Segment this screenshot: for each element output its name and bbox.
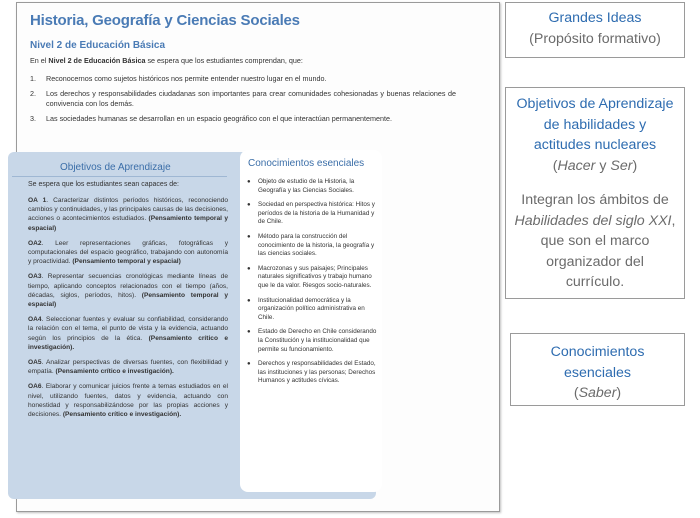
knowledge-item: ● Estado de Derecho en Chile considerando la Constitución y la institucionalidad que permite su funcionamiento. <box>247 328 377 353</box>
list-item: 3. Las sociedades humanas se desarrollan en un espacio geográfico con el que interactúan permanentemente. <box>30 113 393 123</box>
knowledge-item: ● Macrozonas y sus paisajes; Principales naturales significativos y trabajo humano que le da valor. Riesgos socio-naturales. <box>247 264 372 289</box>
knowledge-item: ● Institucionalidad democrática y la organización político administrativa en Chile. <box>247 296 365 321</box>
hacer-ser-label: (Hacer y Ser) <box>552 157 638 174</box>
objective-item: OA6. Elaborar y comunicar juicios frente a temas estudiados en el nivel, utilizando fuentes, datos y evidencia, actuando con honestidad y responsabilizándose por las propias acciones y decisiones. (Pensamiento crítico e investigación). <box>28 383 228 419</box>
big-ideas-callout <box>505 2 685 58</box>
bullet-icon: ● <box>247 361 251 368</box>
list-item: 1. Reconocernos como sujetos históricos nos permite entender nuestro lugar en el mundo. <box>30 74 327 83</box>
saber-label: (Saber) <box>573 385 622 401</box>
bullet-icon: ● <box>247 202 251 209</box>
knowledge-item: ● Método para la construcción del conocimiento de la historia, la geografía y las ciencias sociales. <box>247 232 375 258</box>
big-ideas-list <box>30 74 456 128</box>
big-ideas-title: Grandes Ideas <box>548 10 642 26</box>
list-item: 2. Los derechos y responsabilidades ciudadanas son importantes para crear comunidades cohesionadas y buenas relaciones de convivencia con los demás. <box>30 88 456 108</box>
objective-item: OA4. Seleccionar fuentes y evaluar su confiabilidad, considerando la relación con el tema, el punto de vista y la evidencia, actuando según los principios de la ética. (Pensamiento crítico e investigación). <box>28 316 229 351</box>
knowledge-item: ● Sociedad en perspectiva histórica: Hitos y períodos de la historia de la Humanidad y de Chile. <box>247 201 375 226</box>
bullet-icon: ● <box>247 297 251 304</box>
bullet-icon: ● <box>247 233 251 240</box>
bullet-icon: ● <box>247 329 251 336</box>
objective-item: OA5. Analizar perspectivas de diversas fuentes, con flexibilidad y empatía. (Pensamiento crítico e investigación). <box>28 359 228 376</box>
big-ideas-subtitle: (Propósito formativo) <box>529 30 661 47</box>
level-title: Nivel 2 de Educación Básica <box>30 40 166 51</box>
objective-item: OA3. Representar secuencias cronológicas mediante líneas de tiempo, aplicando conceptos relacionados con el tiempo (años, décadas, siglos, períodos, hitos). (Pensamiento temporal y espacial) <box>28 273 228 309</box>
knowledge-callout: Conocimientos esenciales (Saber) <box>510 333 685 406</box>
objective-item: OA2. Leer representaciones gráficas, fotográficas y computacionales del espacio geográfico, trabajando con autonomía y proactividad. (Pensamiento temporal y espacial) <box>28 239 228 266</box>
knowledge-title: Conocimientos esenciales <box>248 158 365 169</box>
divider <box>12 176 227 177</box>
knowledge-item: ● Objeto de estudio de la Historia, la Geografía y las Ciencias Sociales. <box>247 178 355 194</box>
bullet-icon: ● <box>247 265 251 272</box>
objectives-description: Integran los ámbitos de Habilidades del siglo XXI, que son el marco organizador del currículo. <box>514 192 676 290</box>
knowledge-item: ● Derechos y responsabilidades del Estado, las instituciones y las personas; Derechos Humanos y actitudes cívicas. <box>247 360 376 385</box>
objectives-list <box>28 196 228 425</box>
objective-item: OA 1. Caracterizar distintos períodos históricos, reconociendo cambios y continuidades, y las principales causas de las decisiones, acciones o acontecimientos estudiados. (Pensamiento temporal y espacial) <box>28 197 228 232</box>
objectives-callout: Objetivos de Aprendizaje de habilidades y actitudes nucleares (Hacer y Ser) Integran los ámbitos de Habilidades del siglo XXI, que son el marco organizador del currículo. <box>505 87 685 299</box>
objectives-title: Objetivos de Aprendizaje <box>60 162 171 173</box>
intro-text: En el Nivel 2 de Educación Básica se espera que los estudiantes comprendan, que: <box>30 56 303 65</box>
document-title: Historia, Geografía y Ciencias Sociales <box>30 12 300 29</box>
objectives-intro: Se espera que los estudiantes sean capaces de: <box>28 181 179 188</box>
bullet-icon: ● <box>247 179 251 185</box>
knowledge-list <box>246 178 378 392</box>
